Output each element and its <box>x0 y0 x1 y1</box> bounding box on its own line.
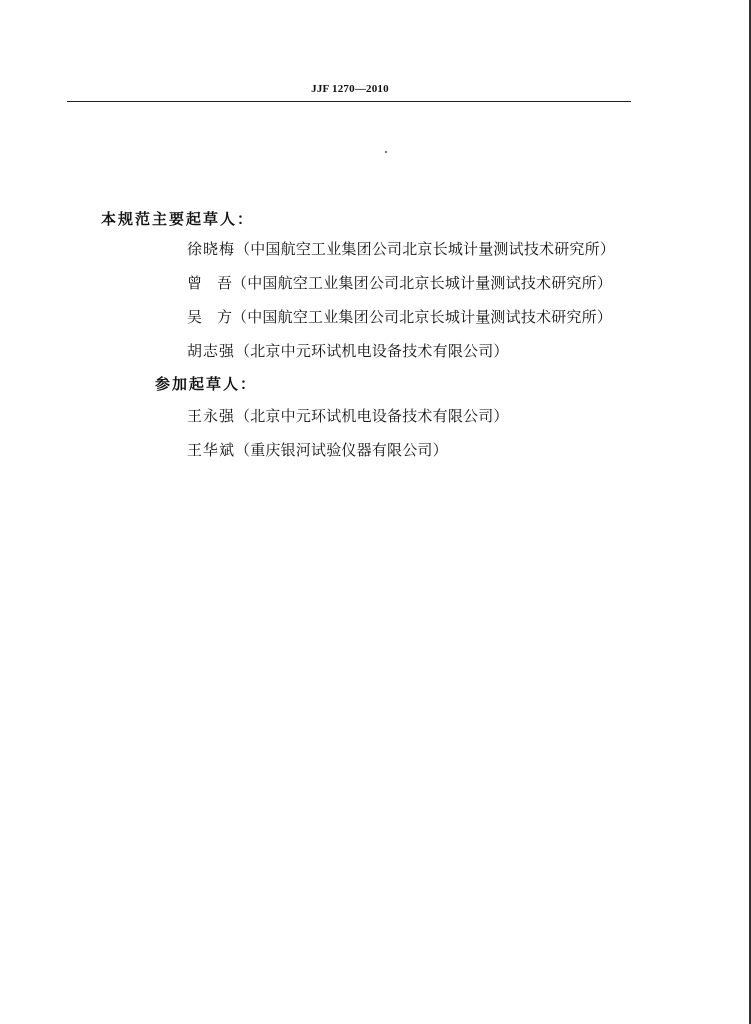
participant-entry <box>187 405 509 426</box>
drafter-entry <box>187 272 612 293</box>
drafter-entry <box>187 306 612 327</box>
participant-affiliation: （重庆银河试验仪器有限公司） <box>235 441 448 459</box>
drafter-name: 曾 吾 <box>187 274 233 292</box>
participating-drafters-heading: 参加起草人： <box>155 375 258 393</box>
drafter-affiliation: （北京中元环试机电设备技术有限公司） <box>235 342 509 360</box>
drafter-affiliation: （中国航空工业集团公司北京长城计量测试技术研究所） <box>232 308 613 326</box>
header-rule <box>67 101 631 102</box>
drafter-affiliation: （中国航空工业集团公司北京长城计量测试技术研究所） <box>235 240 616 258</box>
participant-entry <box>187 439 448 460</box>
participant-affiliation: （北京中元环试机电设备技术有限公司） <box>235 407 509 425</box>
main-drafters-heading: 本规范主要起草人： <box>101 210 255 228</box>
participant-name: 王永强 <box>187 407 236 425</box>
scan-speck <box>385 151 387 153</box>
participant-name: 王华斌 <box>187 441 236 459</box>
drafter-entry <box>187 238 615 259</box>
document-code: JJF 1270—2010 <box>311 83 389 95</box>
drafter-entry <box>187 340 509 361</box>
drafter-name: 吴 方 <box>187 308 233 326</box>
drafter-name: 徐晓梅 <box>187 240 236 258</box>
drafter-affiliation: （中国航空工业集团公司北京长城计量测试技术研究所） <box>232 274 613 292</box>
drafter-name: 胡志强 <box>187 342 236 360</box>
